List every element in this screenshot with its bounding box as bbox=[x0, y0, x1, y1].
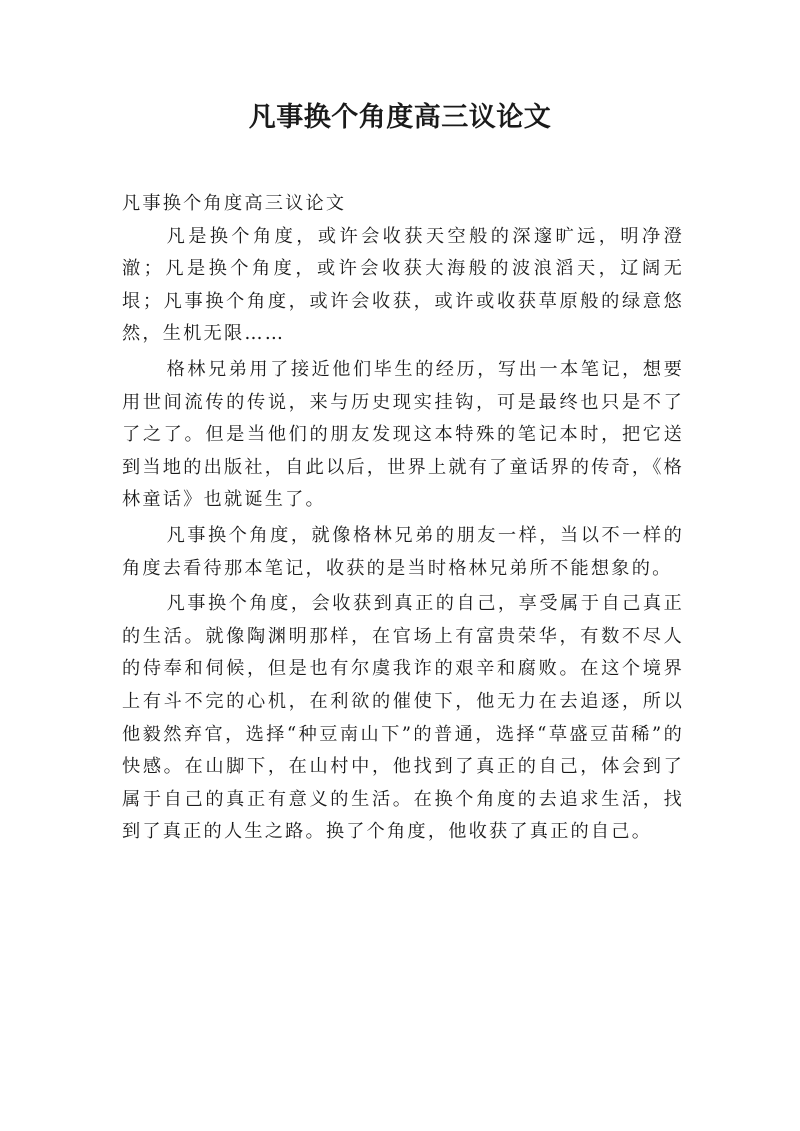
document-subtitle: 凡事换个角度高三议论文 bbox=[122, 193, 347, 214]
paragraph-3: 凡事换个角度，就像格林兄弟的朋友一样，当以不一样的角度去看待那本笔记，收获的是当时格林兄弟所不能想象的。 bbox=[122, 524, 684, 579]
document-body bbox=[122, 188, 684, 852]
paragraph-2: 格林兄弟用了接近他们毕生的经历，写出一本笔记，想要用世间流传的传说，来与历史现实挂钩，可是最终也只是不了了之了。但是当他们的朋友发现这本特殊的笔记本时，把它送到当地的出版社，自此以后，世界上就有了童话界的传奇，《格林童话》也就诞生了。 bbox=[122, 358, 684, 511]
paragraph-4: 凡事换个角度，会收获到真正的自己，享受属于自己真正的生活。就像陶渊明那样，在官场上有富贵荣华，有数不尽人的侍奉和伺候，但是也有尔虞我诈的艰辛和腐败。在这个境界上有斗不完的心机，在利欲的催使下，他无力在去追逐，所以他毅然弃官，选择“种豆南山下”的普通，选择“草盛豆苗稀”的快感。在山脚下，在山村中，他找到了真正的自己，体会到了属于自己的真正有意义的生活。在换个角度的去追求生活，找到了真正的人生之路。换了个角度，他收获了真正的自己。 bbox=[122, 593, 684, 843]
paragraph-1: 凡是换个角度，或许会收获天空般的深邃旷远，明净澄澈；凡是换个角度，或许会收获大海般的波浪滔天，辽阔无垠；凡事换个角度，或许会收获，或许或收获草原般的绿意悠然，生机无限…… bbox=[122, 225, 684, 345]
page-title: 凡事换个角度高三议论文 bbox=[248, 102, 552, 133]
